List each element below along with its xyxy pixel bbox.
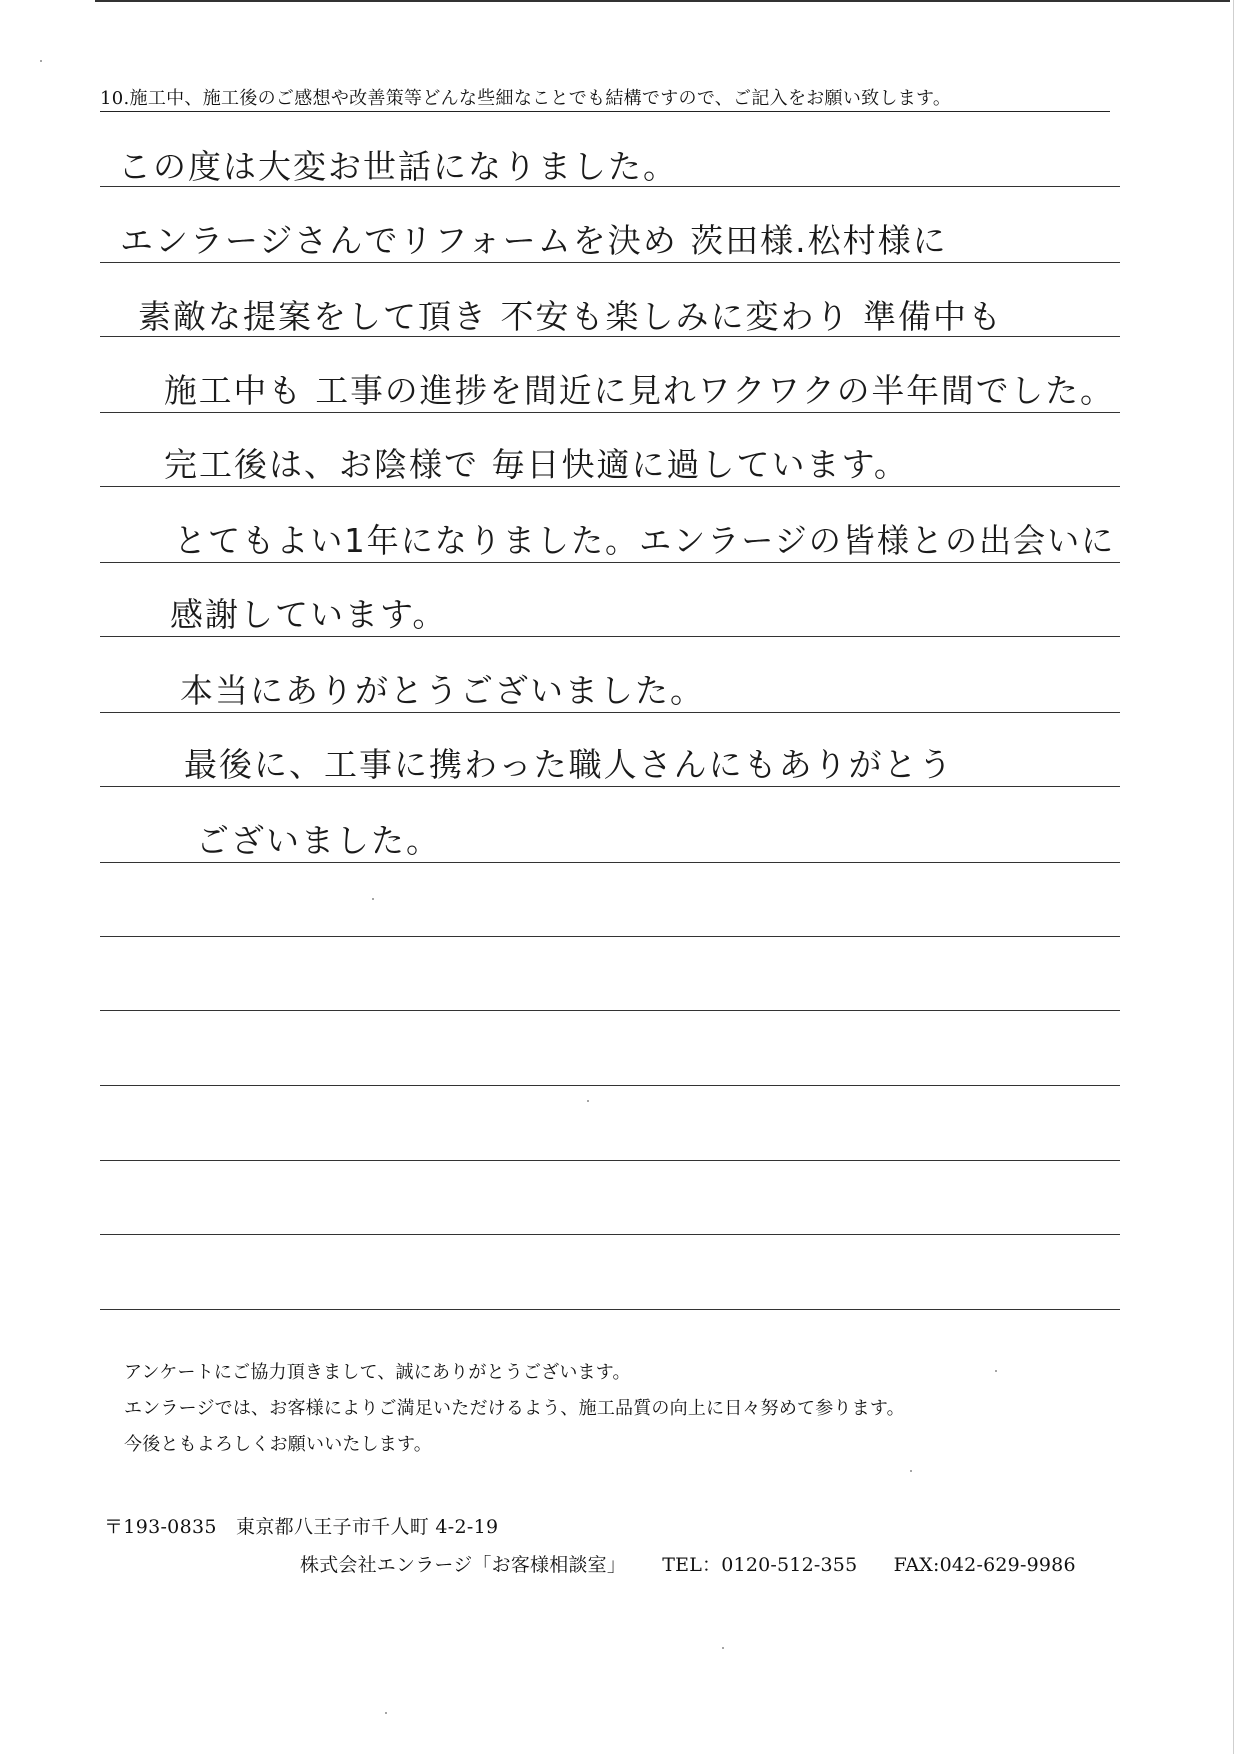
phone-number: TEL：0120-512-355 [662,1554,858,1576]
scan-speck [385,1712,387,1714]
scan-speck [587,1100,589,1102]
company-contact [300,1550,1076,1577]
scan-speck [722,1647,724,1649]
company-name: 株式会社エンラージ「お客様相談室」 [300,1554,627,1576]
right-edge-line [1233,0,1234,1754]
footer-message-line: アンケートにご協力頂きまして、誠にありがとうございます。 [124,1362,631,1383]
handwritten-line: エンラージさんでリフォームを決め 茨田様.松村様に [120,221,948,260]
writing-line [100,1085,1120,1086]
writing-line [100,1160,1120,1161]
scan-speck [40,60,42,62]
handwritten-line: この度は大変お世話になりました。 [118,147,678,186]
fax-number: FAX:042-629-9986 [893,1554,1076,1576]
scan-speck [910,1470,912,1472]
question-text: 10.施工中、施工後のご感想や改善策等どんな些細なことでも結構ですので、ご記入をお願い致します。 [100,88,952,109]
question-underline [100,111,1110,112]
handwritten-line: 本当にありがとうございました。 [180,671,705,710]
handwritten-line: 施工中も 工事の進捗を間近に見れワクワクの半年間でした。 [164,371,1115,410]
handwritten-line: 素敵な提案をして頂き 不安も楽しみに変わり 準備中も [138,297,1003,336]
writing-line [100,1010,1120,1011]
scan-speck [372,898,374,900]
footer-message-line: 今後ともよろしくお願いいたします。 [124,1434,432,1455]
writing-line [100,1309,1120,1310]
company-address: 〒193-0835 東京都八王子市千人町 4-2-19 [104,1516,499,1538]
handwritten-line: 感謝しています。 [170,595,448,634]
writing-line [100,1234,1120,1235]
handwritten-line: 完工後は、お陰様で 毎日快適に過しています。 [164,445,909,484]
writing-line [100,936,1120,937]
top-border-line [95,0,1230,6]
handwritten-line: とてもよい1年になりました。エンラージの皆様との出会いに [174,521,1116,560]
handwritten-line: 最後に、工事に携わった職人さんにもありがとう [184,745,954,784]
handwritten-line: ございました。 [196,821,441,860]
footer-message-line: エンラージでは、お客様によりご満足いただけるよう、施工品質の向上に日々努めて参ります。 [124,1398,905,1419]
scan-speck [995,1370,997,1372]
